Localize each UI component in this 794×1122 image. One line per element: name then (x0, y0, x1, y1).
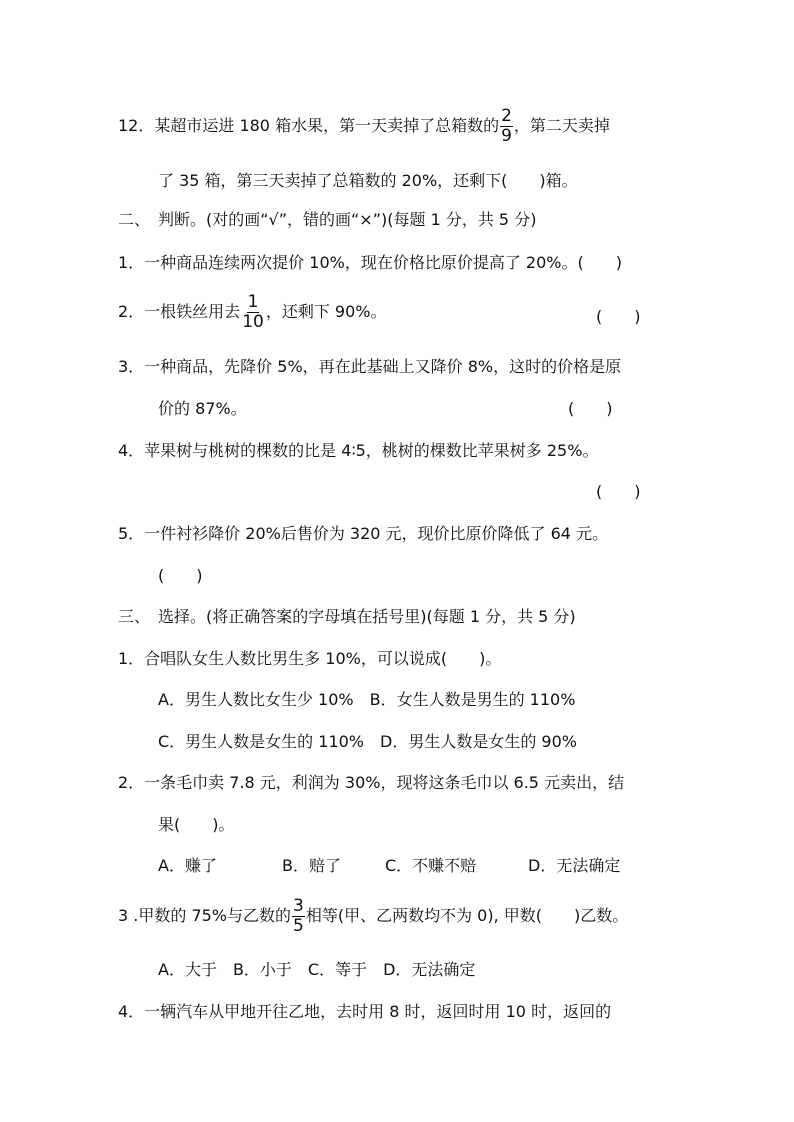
judge-q3-answer-blank: ( ) (568, 399, 613, 418)
choice-q2-option-a: A．赚了 (158, 856, 217, 875)
choice-q2-line1: 2．一条毛巾卖 7.8 元，利润为 30%，现将这条毛巾以 6.5 元卖出，结 (118, 773, 625, 792)
choice-q3: 3 .甲数的 75%与乙数的 $\frac{3}{5}$ 相等(甲、乙两数均不为 0), 甲数( )乙数。 (118, 896, 629, 936)
judge-q2-answer-blank: ( ) (596, 307, 641, 326)
judge-q3-line2: 价的 87%。 (158, 399, 247, 418)
choice-q2-option-d: D．无法确定 (528, 856, 621, 875)
judge-q2: 2．一根铁丝用去 $\frac{1}{10}$ ，还剩下 90%。 (118, 292, 387, 332)
fraction: $\frac{2}{9}$ (501, 106, 512, 146)
judge-q5-line1: 5．一件衬衫降价 20%后售价为 320 元，现价比原价降低了 64 元。 (118, 524, 609, 543)
choice-q4-line1: 4．一辆汽车从甲地开往乙地，去时用 8 时，返回时用 10 时，返回的 (118, 1002, 612, 1021)
judge-q4-line1: 4．苹果树与桃树的棵数的比是 4∶5，桃树的棵数比苹果树多 25%。 (118, 441, 599, 460)
choice-q2-line2: 果( )。 (158, 815, 235, 834)
choice-q1-options-cd: C．男生人数是女生的 110% D．男生人数是女生的 90% (158, 732, 577, 751)
fraction: $\frac{1}{10}$ (242, 292, 264, 332)
choice-q3-options: A．大于 B．小于 C．等于 D．无法确定 (158, 960, 476, 979)
fraction: $\frac{3}{5}$ (293, 896, 304, 936)
choice-q1: 1．合唱队女生人数比男生多 10%，可以说成( )。 (118, 649, 502, 668)
q12-line2: 了 35 箱，第三天卖掉了总箱数的 20%，还剩下( )箱。 (158, 171, 578, 190)
choice-q2-option-b: B．赔了 (282, 856, 341, 875)
judge-q5-answer-blank: ( ) (158, 566, 203, 585)
section-2-title: 二、 判断。(对的画“√”，错的画“×”)(每题 1 分，共 5 分) (118, 210, 537, 229)
judge-q4-answer-blank: ( ) (596, 482, 641, 501)
judge-q3-line1: 3．一种商品，先降价 5%，再在此基础上又降价 8%，这时的价格是原 (118, 357, 622, 376)
q12-line1: 12．某超市运进 180 箱水果，第一天卖掉了总箱数的 $\frac{2}{9}$ ，第二天卖掉 (118, 106, 610, 146)
choice-q1-options-ab: A．男生人数比女生少 10% B．女生人数是男生的 110% (158, 690, 576, 709)
choice-q2-option-c: C．不赚不赔 (385, 856, 477, 875)
judge-q1: 1．一种商品连续两次提价 10%，现在价格比原价提高了 20%。( ) (118, 253, 622, 272)
section-3-title: 三、 选择。(将正确答案的字母填在括号里)(每题 1 分，共 5 分) (118, 607, 576, 626)
